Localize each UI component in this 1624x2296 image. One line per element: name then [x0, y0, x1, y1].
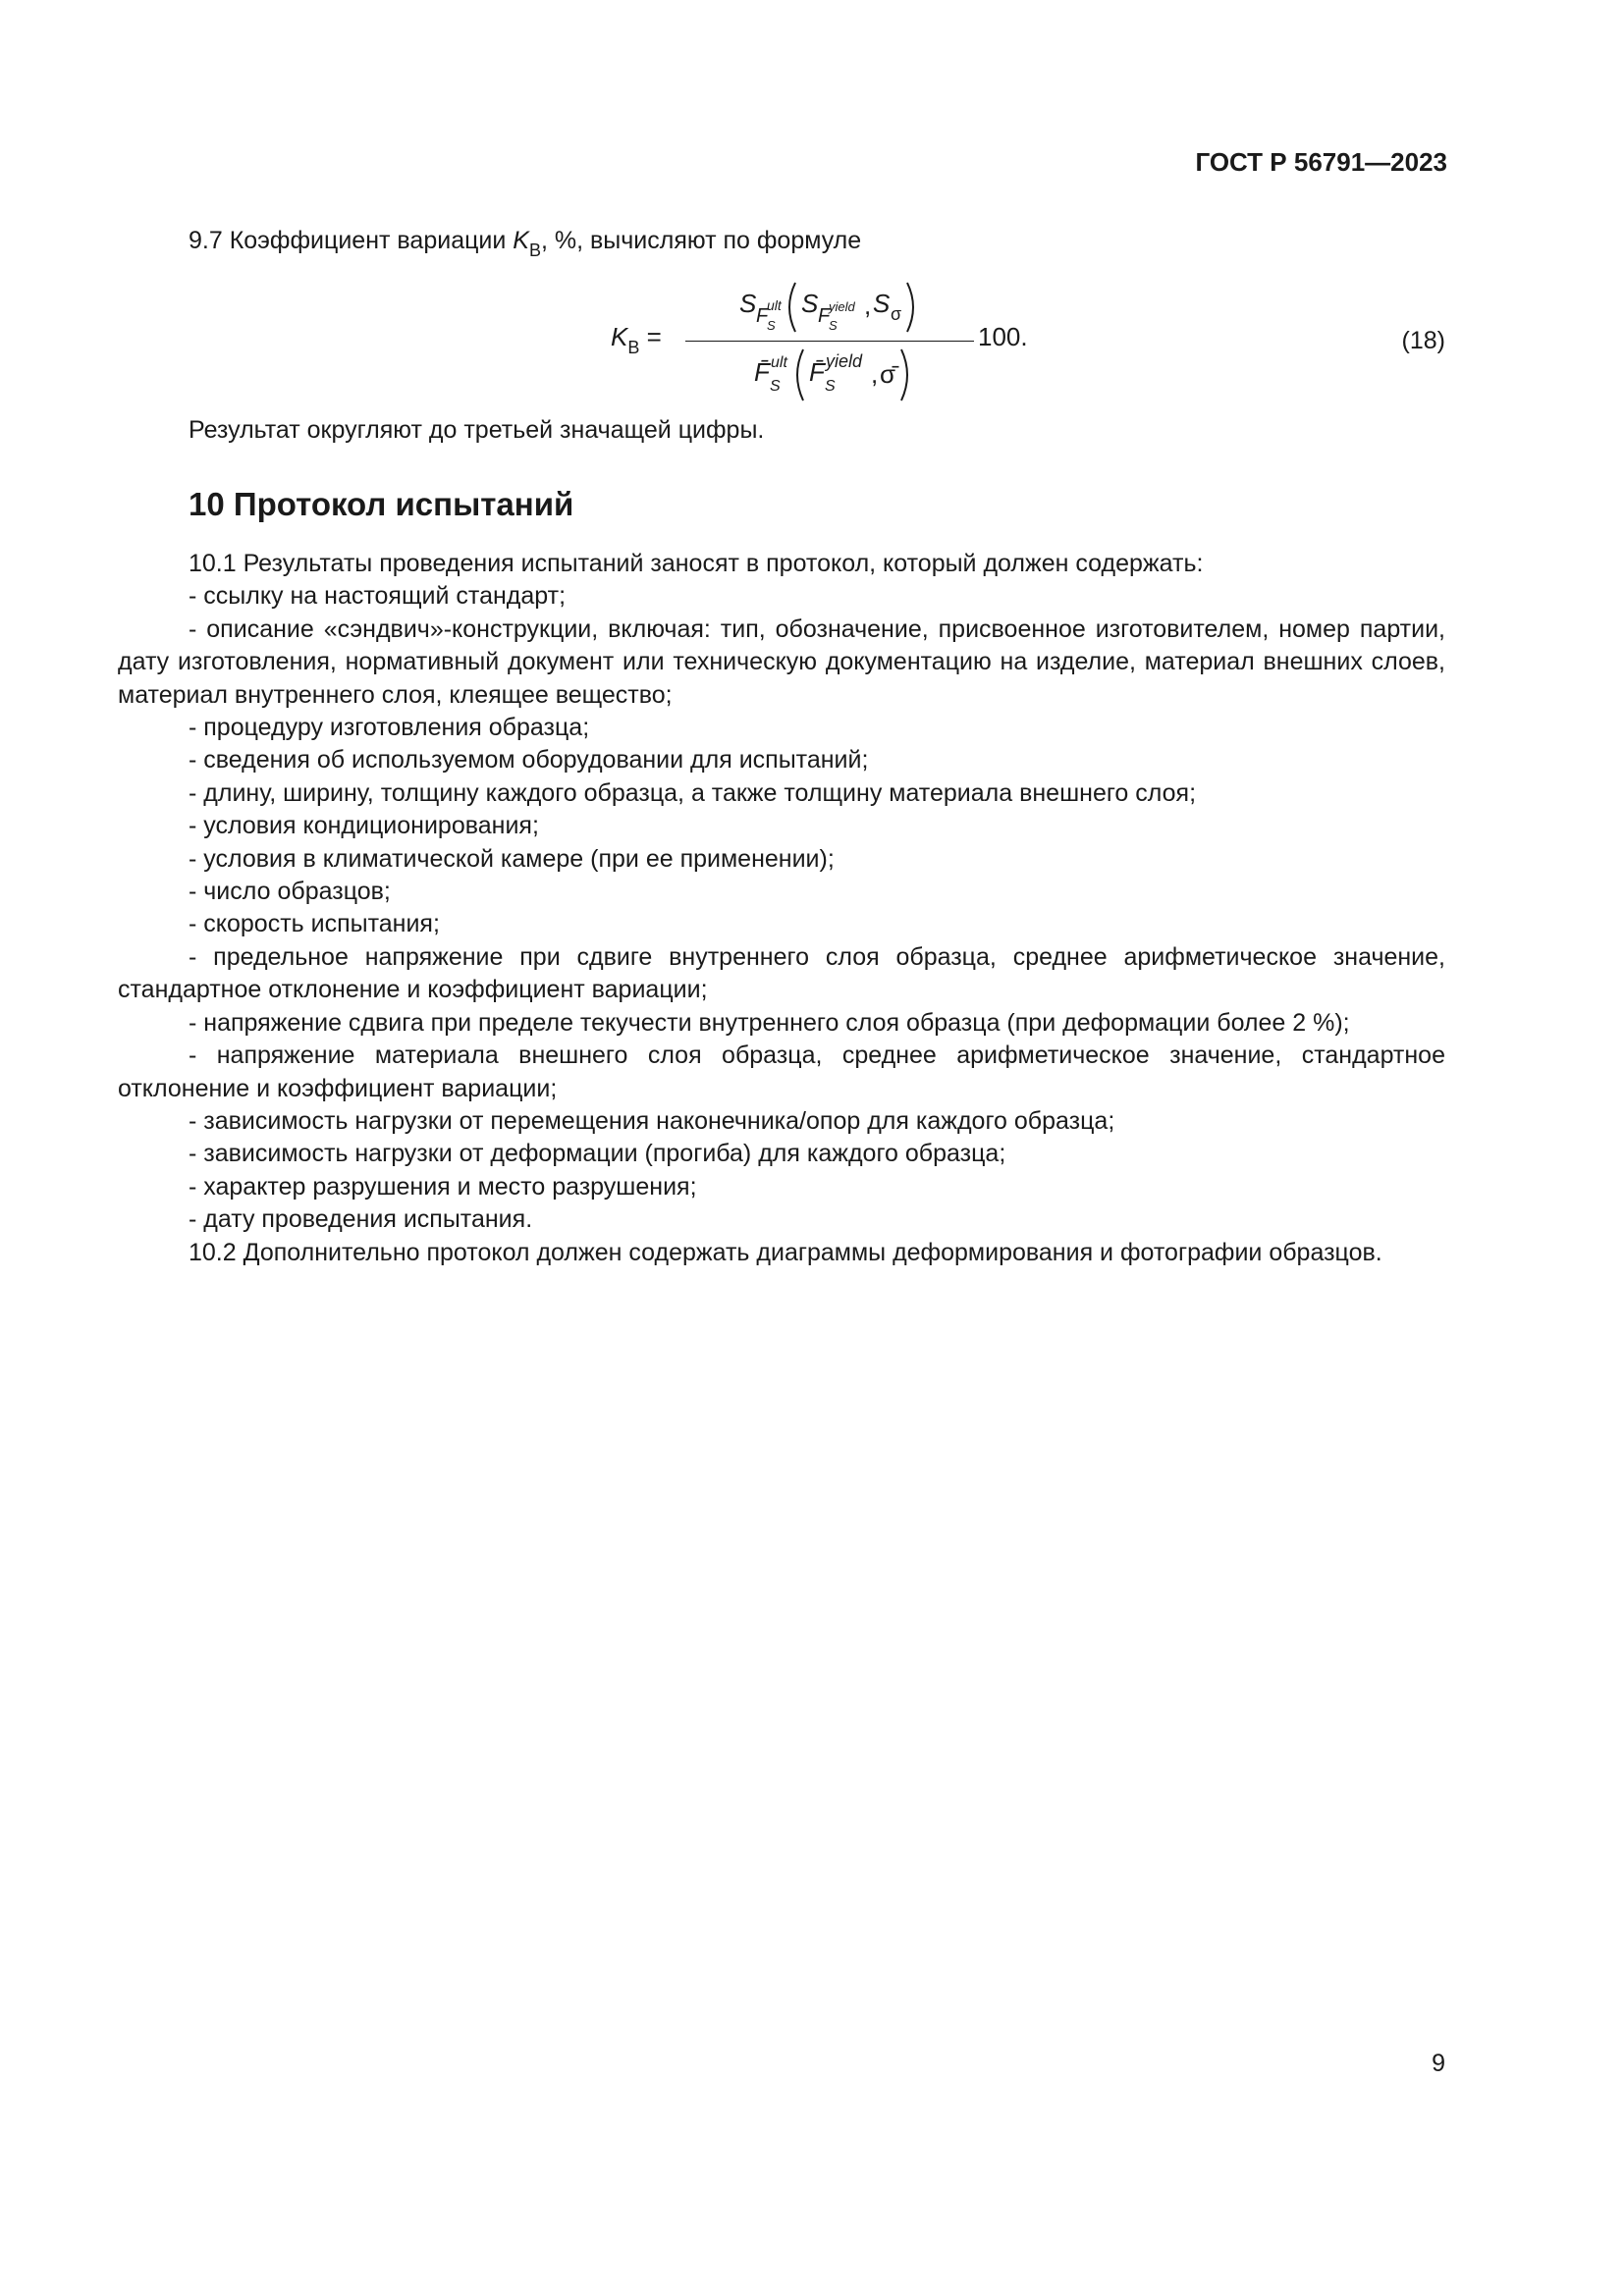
- protocol-list: [118, 548, 1445, 1269]
- num-s2: S: [801, 289, 819, 318]
- den-sigma: σ̄: [880, 359, 896, 389]
- list-item: - описание «сэндвич»-конструкции, включая: тип, обозначение, присвоенное изготовителем, номер партии, дату изготовления, нормативный документ или техническую документацию на изделие, материал внешних слоев, материал внутреннего слоя, клеящее вещество;: [118, 614, 1445, 709]
- close-paren: [901, 349, 907, 400]
- num-f2-sub: S: [829, 318, 838, 333]
- formula-18: [611, 275, 1028, 402]
- list-item: - зависимость нагрузки от перемещения наконечника/опор для каждого образца;: [189, 1106, 1115, 1135]
- rounding-note: Результат округляют до третьей значащей цифры.: [189, 416, 765, 444]
- list-item: - характер разрушения и место разрушения;: [189, 1172, 697, 1201]
- num-s: S: [739, 289, 757, 318]
- den-f2-sub: S: [825, 378, 836, 395]
- open-paren: [789, 283, 795, 332]
- list-item: - дату проведения испытания.: [189, 1205, 533, 1234]
- num-sigma: σ: [891, 304, 902, 324]
- section-9-7-intro: 9.7 Коэффициент вариации $K_В$, %, вычисляют по формуле: [189, 227, 862, 260]
- formula-lhs: $K_В$ =: [611, 322, 662, 357]
- list-item: - длину, ширину, толщину каждого образца, а также толщину материала внешнего слоя;: [189, 778, 1197, 807]
- num-s3: S: [873, 289, 891, 318]
- list-item: - предельное напряжение при сдвиге внутреннего слоя образца, среднее арифметическое значение, стандартное отклонение и коэффициент вариации;: [118, 942, 1445, 1004]
- formula-denominator: [685, 344, 974, 408]
- equation-number: (18): [1401, 327, 1445, 354]
- list-item: - условия в климатической камере (при ее применении);: [189, 844, 835, 873]
- list-item: - зависимость нагрузки от деформации (прогиба) для каждого образца;: [189, 1140, 1006, 1168]
- den-f: F̄: [754, 357, 770, 387]
- document-header: ГОСТ Р 56791—2023: [1195, 147, 1447, 177]
- num-f2: F: [818, 305, 831, 327]
- num-yield: yield: [829, 299, 855, 314]
- section-heading: 10 Протокол испытаний: [189, 486, 574, 522]
- page-number: 9: [1432, 2050, 1445, 2077]
- num-ult: ult: [767, 297, 782, 313]
- formula-numerator: [685, 275, 974, 340]
- num-comma: ,: [864, 291, 872, 320]
- paragraph: 10.1 Результаты проведения испытаний заносят в протокол, который должен содержать:: [189, 550, 1204, 577]
- fraction-bar: [685, 341, 974, 342]
- list-item: - число образцов;: [189, 878, 391, 906]
- den-f2: F̄: [809, 357, 825, 387]
- list-item: - условия кондиционирования;: [189, 812, 539, 840]
- den-ult: ult: [771, 354, 787, 371]
- den-yield: yield: [826, 351, 863, 371]
- list-item: - сведения об используемом оборудовании для испытаний;: [189, 746, 869, 774]
- list-item: - напряжение материала внешнего слоя образца, среднее арифметическое значение, стандартное отклонение и коэффициент вариации;: [118, 1041, 1445, 1102]
- list-item: - процедуру изготовления образца;: [189, 714, 590, 742]
- list-item: - напряжение сдвига при пределе текучести внутреннего слоя образца (при деформации более 2 %);: [189, 1008, 1350, 1037]
- paragraph: 10.2 Дополнительно протокол должен содержать диаграммы деформирования и фотографии образцов.: [189, 1238, 1382, 1266]
- den-f-sub: S: [770, 378, 781, 395]
- close-paren: [907, 283, 913, 332]
- list-item: - скорость испытания;: [189, 910, 440, 938]
- num-f: F: [756, 305, 769, 327]
- num-f-sub: S: [767, 318, 776, 333]
- den-comma: ,: [871, 359, 879, 389]
- list-item: - ссылку на настоящий стандарт;: [189, 582, 567, 611]
- formula-multiplier: 100.: [978, 322, 1028, 351]
- open-paren: [797, 349, 803, 400]
